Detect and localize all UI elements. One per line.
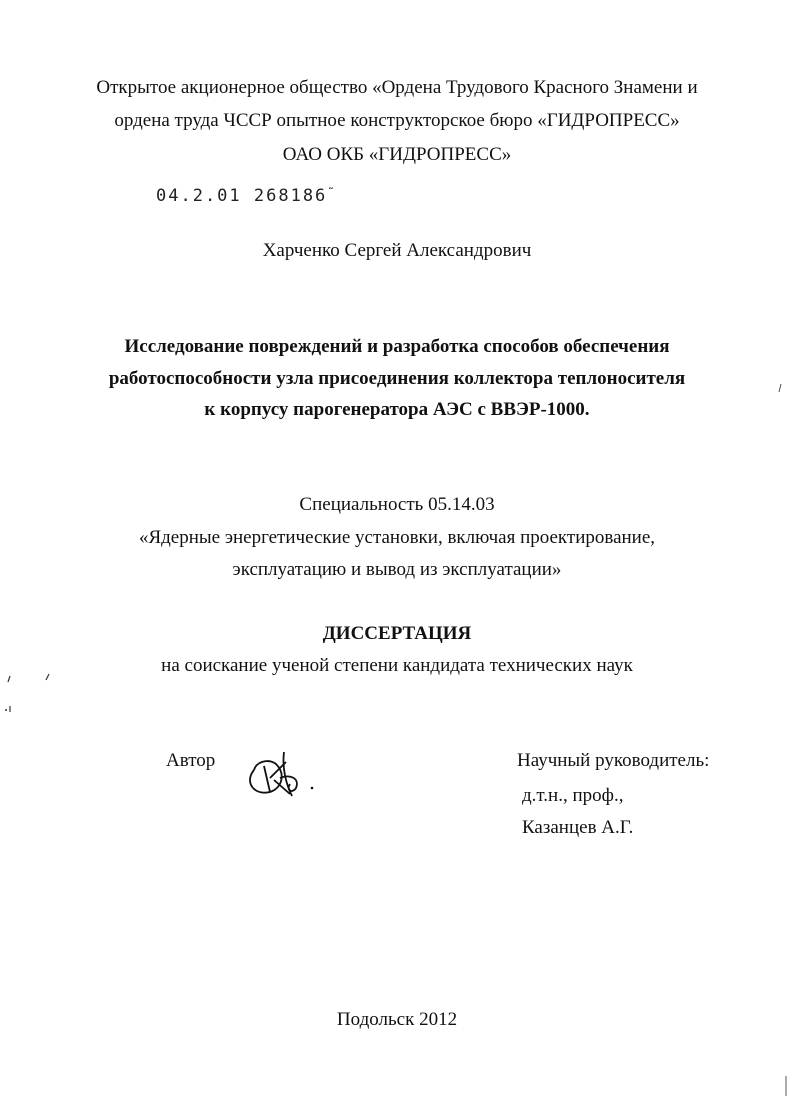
title-line-1: Исследование повреждений и разработка способов обеспечения (124, 336, 670, 357)
supervisor-degree: д.т.н., проф., (522, 785, 624, 806)
author-label: Автор (166, 750, 216, 771)
organization-line-1: Открытое акционерное общество «Ордена Трудового Красного Знамени и (96, 77, 698, 98)
title-line-2: работоспособности узла присоединения коллектора теплоносителя (108, 368, 686, 389)
registration-number: 04.2.01 268186 (156, 186, 328, 206)
author-signature (240, 748, 320, 800)
specialty-name-line-2: эксплуатацию и вывод из эксплуатации» (232, 559, 562, 580)
place-and-year: Подольск 2012 (336, 1009, 458, 1030)
registration-stamp: 04.2.01 268186˜ (156, 186, 337, 206)
specialty-name-line-1: «Ядерные энергетические установки, включая проектирование, (138, 527, 656, 548)
supervisor-name: Казанцев А.Г. (522, 817, 634, 838)
work-type-heading: ДИССЕРТАЦИЯ (322, 623, 472, 644)
supervisor-label: Научный руководитель: (517, 750, 710, 771)
title-line-3: к корпусу парогенератора АЭС с ВВЭР-1000. (204, 399, 590, 420)
organization-line-2: ордена труда ЧССР опытное конструкторское бюро «ГИДРОПРЕСС» (114, 110, 680, 131)
organization-short-name: ОАО ОКБ «ГИДРОПРЕСС» (282, 144, 512, 165)
specialty-code: Специальность 05.14.03 (299, 494, 495, 515)
work-type-subtitle: на соискание ученой степени кандидата технических наук (161, 655, 633, 676)
scan-edge-mark-bottom (782, 1072, 790, 1100)
scan-artifact-marks (0, 670, 70, 720)
author-name: Харченко Сергей Александрович (262, 240, 532, 261)
scan-edge-mark (776, 380, 786, 400)
